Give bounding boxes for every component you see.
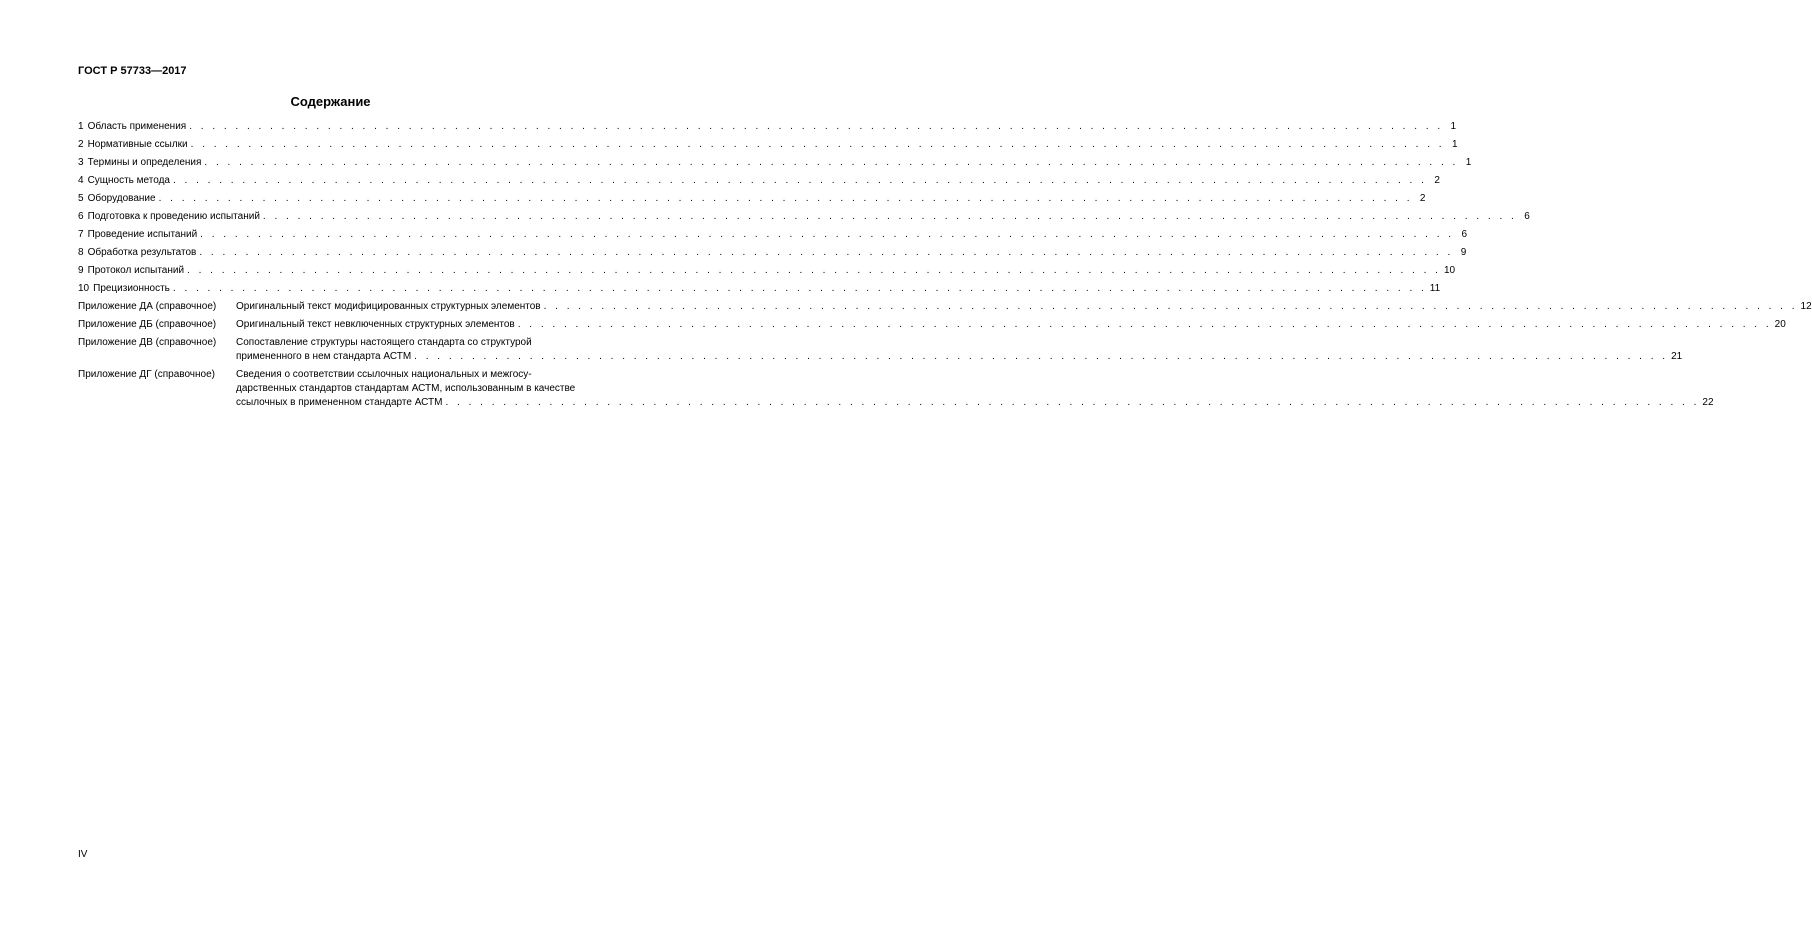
appendix-last-line: [236, 300, 1812, 314]
toc-item-title: Область применения: [87, 121, 187, 132]
toc-appendix-item[interactable]: [78, 318, 1786, 332]
appendix-label: Приложение ДВ (справочное): [78, 337, 217, 348]
appendix-title: примененного в нем стандарта АСТМ: [236, 351, 412, 362]
toc-item-title: Протокол испытаний: [87, 265, 185, 276]
toc-item-number: 5: [78, 193, 84, 204]
toc-item[interactable]: [78, 174, 1440, 188]
toc-leader-dots: [191, 138, 1445, 152]
toc-item-number: 10: [78, 283, 90, 294]
toc-leader-dots: [544, 300, 1798, 314]
toc-leader-dots: [518, 318, 1772, 332]
toc-item[interactable]: [78, 228, 1468, 242]
toc-leader-dots: [445, 396, 1699, 410]
toc-leader-dots: [263, 210, 1517, 224]
toc-leader-dots: [189, 120, 1443, 134]
toc-item-number: 9: [78, 265, 84, 276]
toc-item-number: 8: [78, 247, 84, 258]
toc-item-page: 6: [1524, 211, 1530, 222]
appendix-title-line: Сведения о соответствии ссылочных национальных и межгосу-: [236, 369, 532, 380]
table-of-contents: [78, 120, 1812, 414]
toc-item-number: 2: [78, 139, 84, 150]
appendix-label: Приложение ДБ (справочное): [78, 319, 217, 330]
toc-item[interactable]: [78, 156, 1472, 170]
toc-item-number: 7: [78, 229, 84, 240]
toc-leader-dots: [173, 174, 1427, 188]
toc-appendix-item[interactable]: [78, 368, 1714, 410]
appendix-title: Оригинальный текст невключенных структурных элементов: [236, 319, 515, 330]
toc-item-title: Оборудование: [87, 193, 156, 204]
toc-item-title: Сущность метода: [87, 175, 170, 186]
toc-item-number: 1: [78, 121, 84, 132]
appendix-last-line: [236, 396, 1714, 410]
toc-leader-dots: [159, 192, 1413, 206]
appendix-last-line: [236, 318, 1786, 332]
toc-item-page: 20: [1774, 319, 1786, 330]
toc-leader-dots: [200, 228, 1454, 242]
toc-item-title: Прецизионность: [93, 283, 170, 294]
toc-item-page: 2: [1434, 175, 1440, 186]
toc-item-page: 10: [1443, 265, 1456, 276]
toc-item-title: Нормативные ссылки: [87, 139, 188, 150]
appendix-title-line: дарственных стандартов стандартам АСТМ, использованным в качестве: [236, 383, 576, 394]
toc-item-page: 9: [1460, 247, 1467, 258]
toc-item-page: 21: [1671, 351, 1683, 362]
toc-item-number: 3: [78, 157, 84, 168]
appendix-title: ссылочных в примененном стандарте АСТМ: [236, 397, 443, 408]
document-code: ГОСТ Р 57733—2017: [78, 65, 187, 77]
toc-item[interactable]: [78, 120, 1457, 134]
toc-item-page: 1: [1465, 157, 1472, 168]
toc-item[interactable]: [78, 138, 1458, 152]
toc-item-page: 6: [1461, 229, 1468, 240]
toc-item-title: Обработка результатов: [87, 247, 197, 258]
toc-leader-dots: [204, 156, 1458, 170]
toc-leader-dots: [199, 246, 1453, 260]
toc-leader-dots: [414, 350, 1668, 364]
toc-item-page: 2: [1419, 193, 1426, 204]
toc-item-title: Термины и определения: [87, 157, 202, 168]
toc-item-page: 11: [1429, 283, 1441, 294]
toc-leader-dots: [187, 264, 1441, 278]
page-number: IV: [78, 849, 88, 860]
toc-item[interactable]: [78, 264, 1456, 278]
toc-item-page: 1: [1451, 139, 1458, 150]
toc-title: Содержание: [290, 94, 371, 109]
appendix-last-line: [236, 350, 1682, 364]
appendix-title-line: Сопоставление структуры настоящего стандарта со структурой: [236, 337, 532, 348]
toc-appendix-item[interactable]: [78, 300, 1812, 314]
toc-item[interactable]: [78, 210, 1530, 224]
appendix-title: Оригинальный текст модифицированных структурных элементов: [236, 301, 541, 312]
toc-appendix-item[interactable]: [78, 336, 1683, 364]
toc-leader-dots: [173, 282, 1427, 296]
toc-item-title: Проведение испытаний: [87, 229, 198, 240]
toc-item[interactable]: [78, 192, 1426, 206]
appendix-body: [236, 300, 1812, 314]
appendix-body: [236, 318, 1786, 332]
toc-item-number: 6: [78, 211, 84, 222]
appendix-label: Приложение ДА (справочное): [78, 301, 217, 312]
appendix-body: [236, 368, 1714, 410]
toc-item[interactable]: [78, 246, 1467, 260]
toc-item-title: Подготовка к проведению испытаний: [87, 211, 260, 222]
toc-item-number: 4: [78, 175, 84, 186]
appendix-label: Приложение ДГ (справочное): [78, 369, 215, 380]
toc-item-page: 22: [1702, 397, 1714, 408]
appendix-body: [236, 336, 1682, 364]
toc-item-page: 1: [1450, 121, 1457, 132]
toc-item-page: 12: [1800, 301, 1812, 312]
toc-item[interactable]: [78, 282, 1441, 296]
